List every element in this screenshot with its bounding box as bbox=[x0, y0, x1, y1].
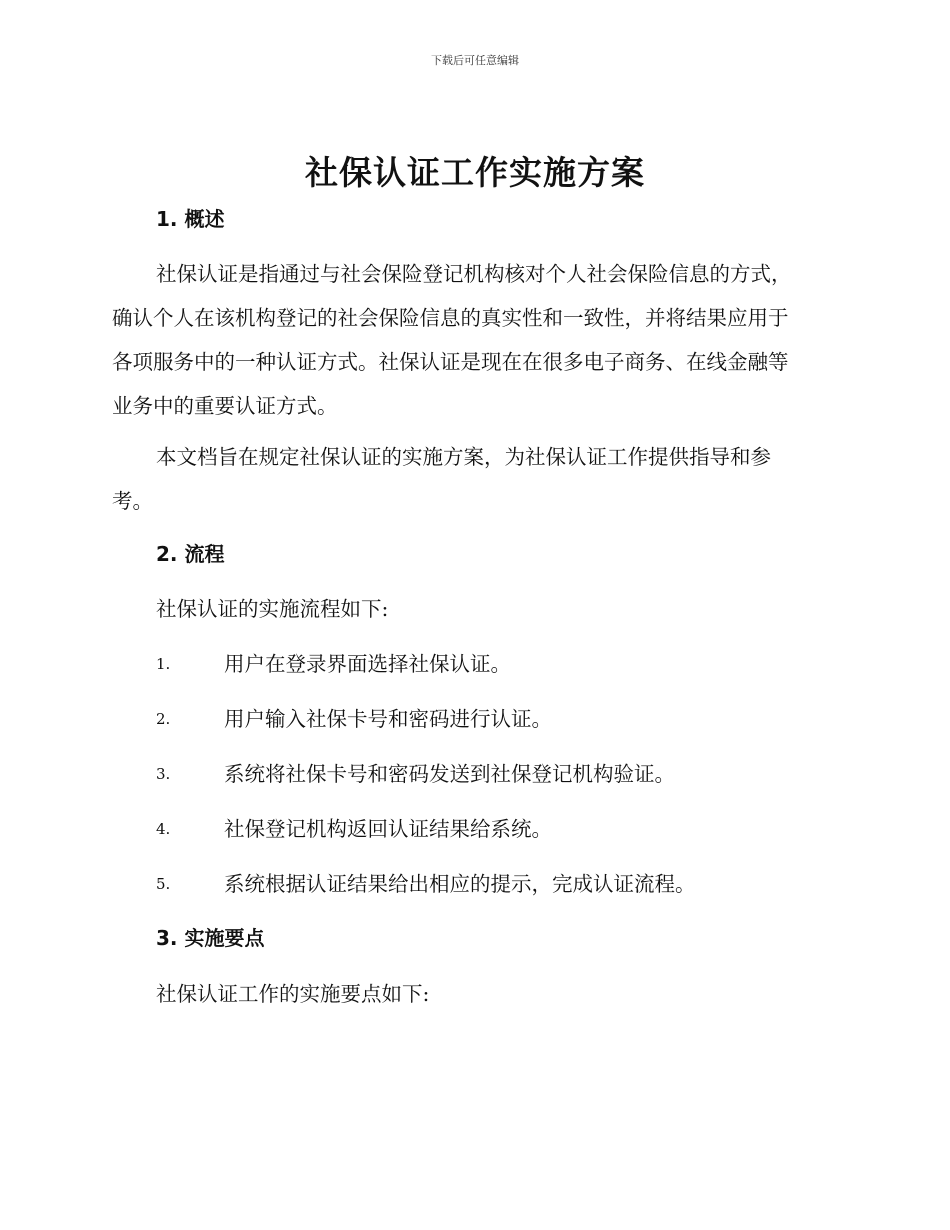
list-item-text: 社保登记机构返回认证结果给系统。 bbox=[224, 817, 552, 841]
list-item-number: 3. bbox=[156, 765, 171, 783]
key-points-intro: 社保认证工作的实施要点如下: bbox=[156, 982, 430, 1006]
list-item bbox=[156, 814, 856, 844]
section-heading-key-points: 3. 实施要点 bbox=[156, 926, 265, 950]
section-heading-process: 2. 流程 bbox=[156, 542, 225, 566]
list-item-text: 用户输入社保卡号和密码进行认证。 bbox=[224, 707, 552, 731]
page-header-note: 下载后可任意编辑 bbox=[431, 54, 519, 67]
overview-paragraph-2-line-2: 考。 bbox=[112, 489, 153, 513]
list-item-number: 4. bbox=[156, 820, 171, 838]
list-item bbox=[156, 869, 856, 899]
document-title: 社保认证工作实施方案 bbox=[305, 153, 645, 192]
list-item-text: 系统根据认证结果给出相应的提示，完成认证流程。 bbox=[224, 872, 696, 896]
list-item bbox=[156, 649, 856, 679]
process-intro: 社保认证的实施流程如下: bbox=[156, 597, 389, 621]
overview-paragraph-1-line-2: 确认个人在该机构登记的社会保险信息的真实性和一致性，并将结果应用于 bbox=[112, 306, 789, 330]
section-heading-overview: 1. 概述 bbox=[156, 207, 225, 231]
list-item-number: 1. bbox=[156, 655, 171, 673]
overview-paragraph-1-line-4: 业务中的重要认证方式。 bbox=[112, 394, 338, 418]
list-item-number: 2. bbox=[156, 710, 171, 728]
list-item-text: 用户在登录界面选择社保认证。 bbox=[224, 652, 511, 676]
overview-paragraph-2-line-1: 本文档旨在规定社保认证的实施方案，为社保认证工作提供指导和参 bbox=[156, 445, 771, 469]
list-item-text: 系统将社保卡号和密码发送到社保登记机构验证。 bbox=[224, 762, 675, 786]
list-item bbox=[156, 704, 856, 734]
list-item-number: 5. bbox=[156, 875, 171, 893]
overview-paragraph-1-line-3: 各项服务中的一种认证方式。社保认证是现在在很多电子商务、在线金融等 bbox=[112, 350, 789, 374]
list-item bbox=[156, 759, 856, 789]
overview-paragraph-1-line-1: 社保认证是指通过与社会保险登记机构核对个人社会保险信息的方式， bbox=[156, 262, 792, 286]
